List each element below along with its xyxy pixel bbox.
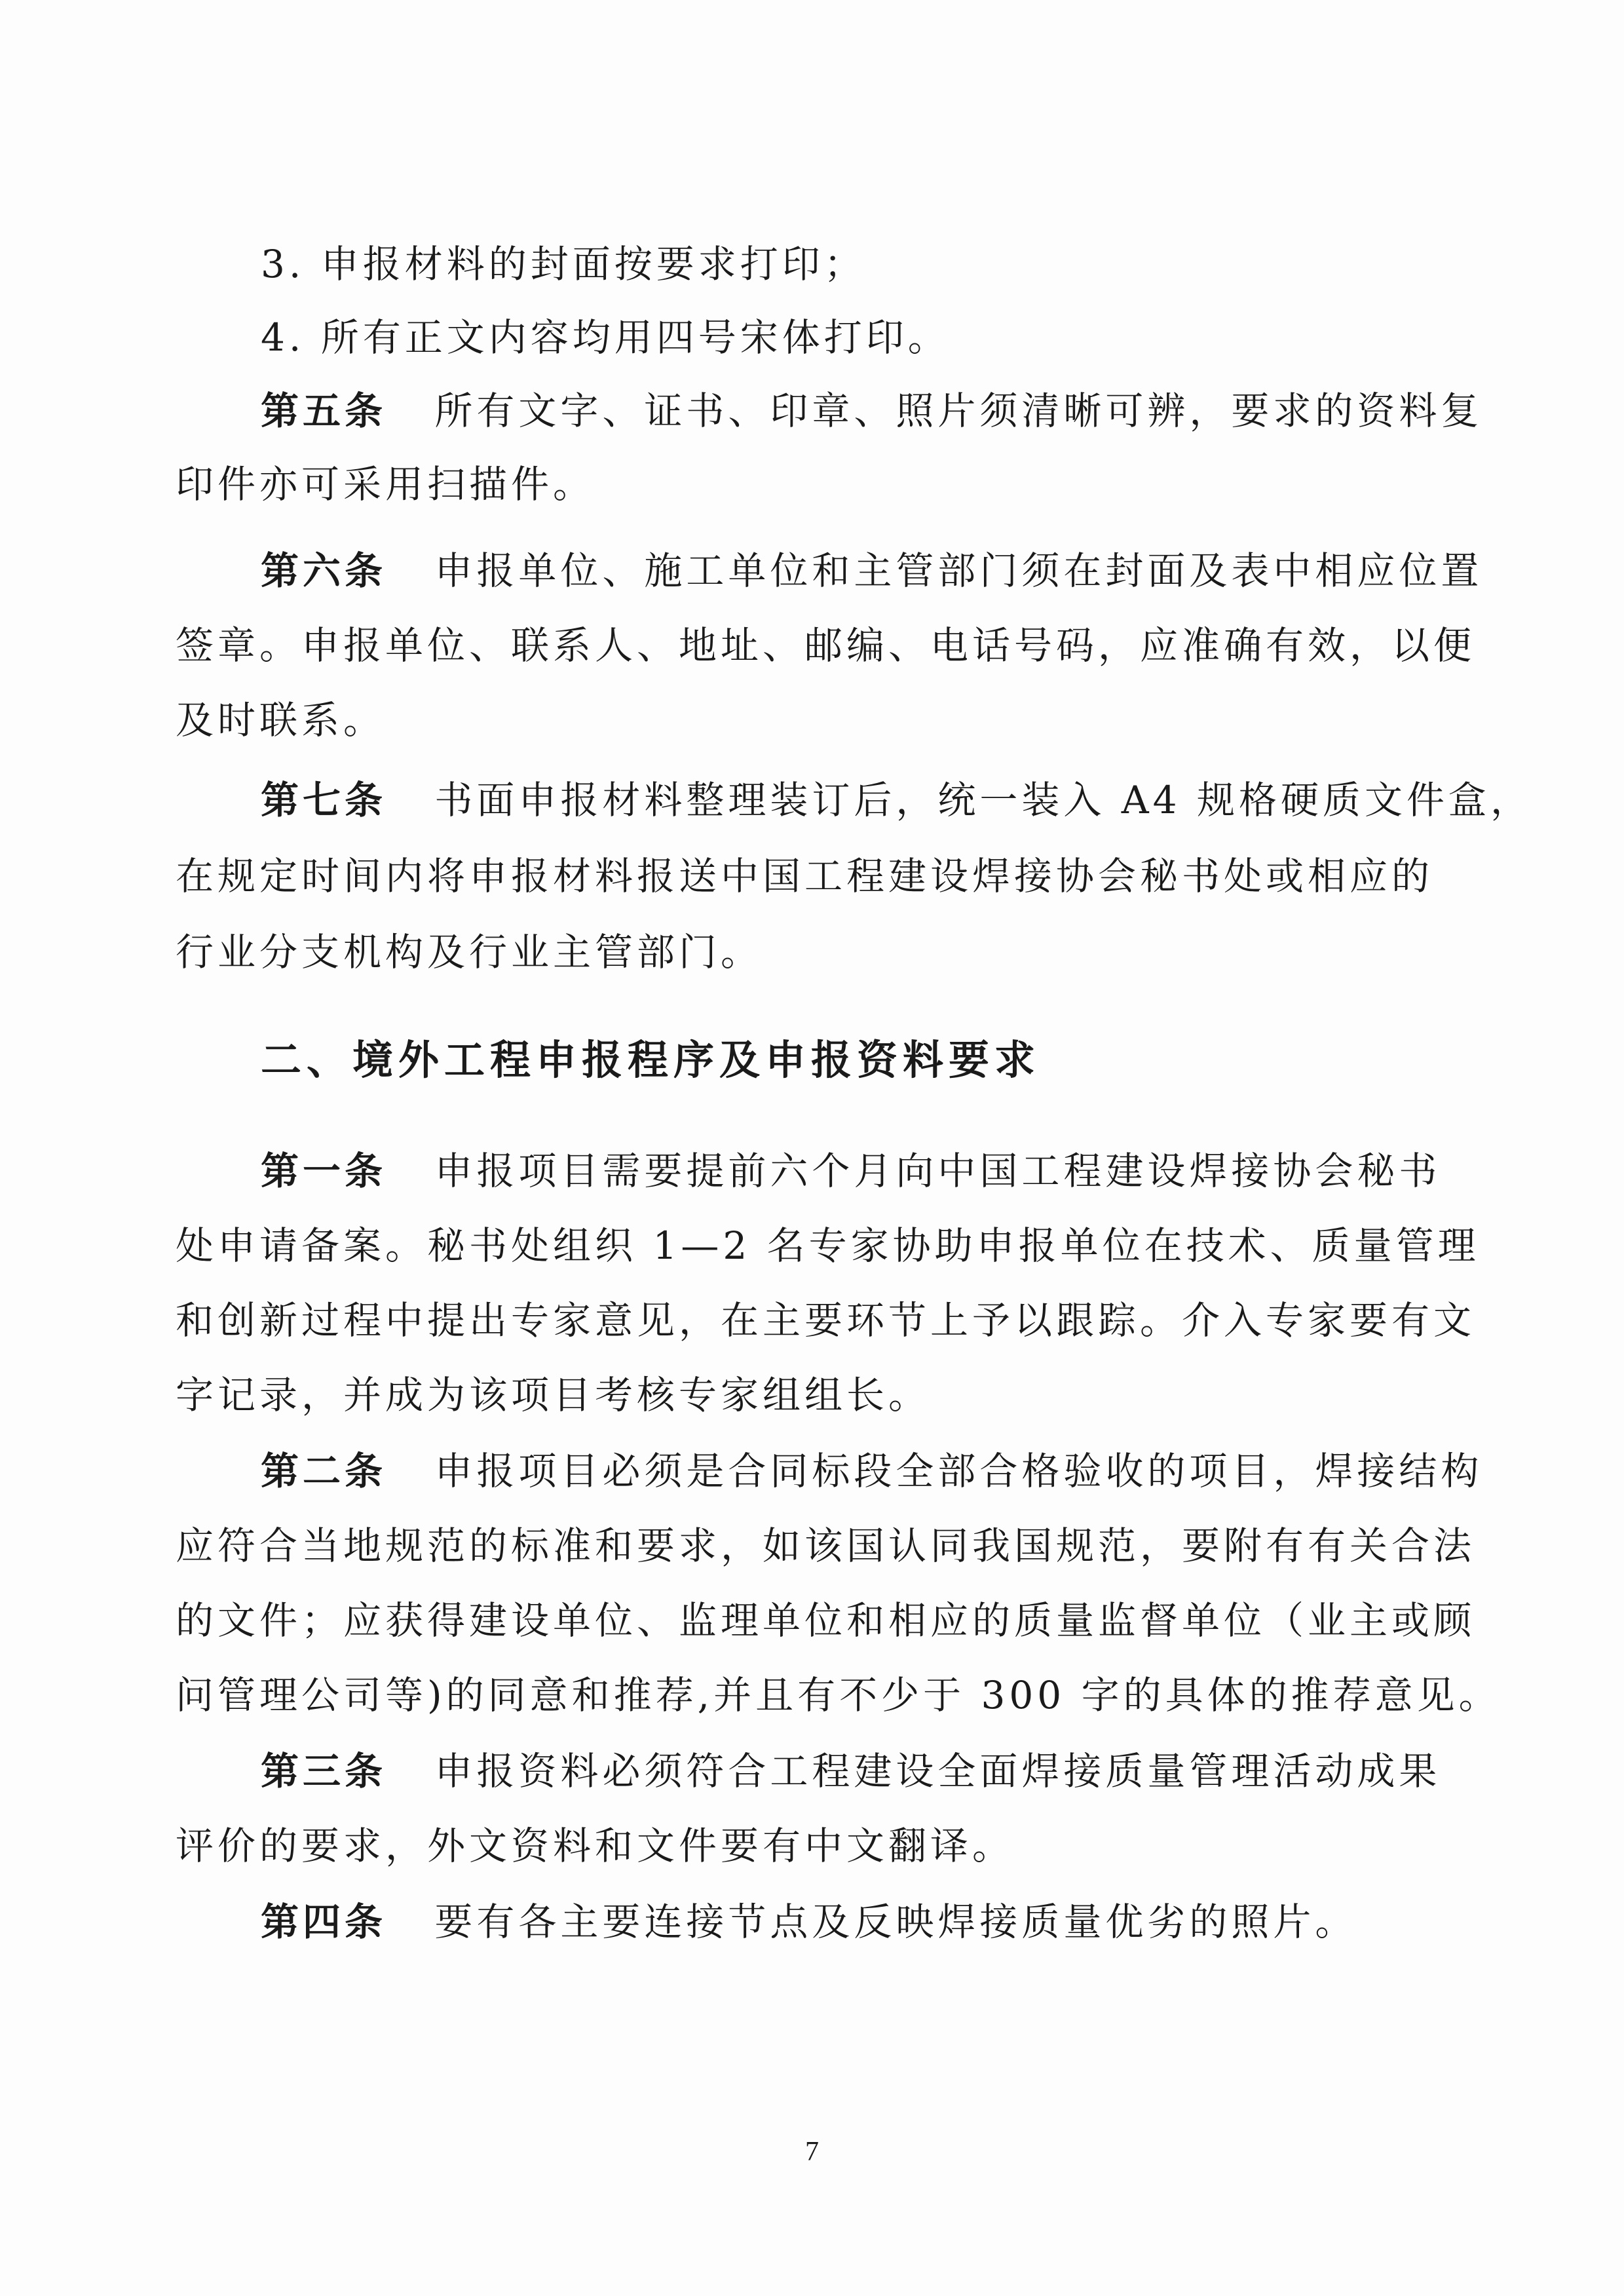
s2-article-2-text-2: 应符合当地规范的标准和要求，如该国认同我国规范，要附有有关合法 <box>176 1523 1476 1568</box>
s2-article-2-text-3: 的文件；应获得建设单位、监理单位和相应的质量监督单位（业主或顾 <box>176 1598 1476 1643</box>
article-7-text-3: 行业分支机构及行业主管部门。 <box>176 930 763 974</box>
article-7-text-2: 在规定时间内将申报材料报送中国工程建设焊接协会秘书处或相应的 <box>176 854 1434 898</box>
s2-article-2-text-4: 问管理公司等)的同意和推荐,并且有不少于 300 字的具体的推荐意见。 <box>176 1673 1501 1717</box>
s2-article-4-label: 第四条 <box>261 1900 387 1944</box>
s2-article-1-text-4: 字记录，并成为该项目考核专家组组长。 <box>176 1373 931 1417</box>
s2-article-1-text-3: 和创新过程中提出专家意见，在主要环节上予以跟踪。介入专家要有文 <box>176 1298 1476 1343</box>
article-6-text-2: 签章。申报单位、联系人、地址、邮编、电话号码，应准确有效，以便 <box>176 623 1476 668</box>
s2-article-3-label: 第三条 <box>261 1749 387 1793</box>
s2-article-4-text-1: 要有各主要连接节点及反映焊接质量优劣的照片。 <box>434 1900 1357 1944</box>
article-7-text-1: 书面申报材料整理装订后，统一装入 A4 规格硬质文件盒， <box>434 778 1532 822</box>
article-6-text-3: 及时联系。 <box>176 698 386 742</box>
article-5-text-2: 印件亦可采用扫描件。 <box>176 462 595 507</box>
page-number: 7 <box>805 2137 819 2167</box>
section-heading: 二、境外工程申报程序及申报资料要求 <box>261 1036 1041 1084</box>
s2-article-1-text-2: 处申请备案。秘书处组织 1—2 名专家协助申报单位在技术、质量管理 <box>176 1223 1480 1268</box>
s2-article-3-text-2: 评价的要求，外文资料和文件要有中文翻译。 <box>176 1824 1015 1868</box>
s2-article-2-text-1: 申报项目必须是合同标段全部合格验收的项目，焊接结构 <box>434 1449 1483 1493</box>
article-7-label: 第七条 <box>261 778 387 822</box>
article-6-text-1: 申报单位、施工单位和主管部门须在封面及表中相应位置 <box>434 548 1483 593</box>
list-item-3: 3. 申报材料的封面按要求打印； <box>261 242 866 286</box>
list-item-4: 4. 所有正文内容均用四号宋体打印。 <box>261 315 950 360</box>
s2-article-1-label: 第一条 <box>261 1149 387 1193</box>
s2-article-1-text-1: 申报项目需要提前六个月向中国工程建设焊接协会秘书 <box>434 1149 1441 1193</box>
article-5-text-1: 所有文字、证书、印章、照片须清晰可辨，要求的资料复 <box>434 389 1483 433</box>
s2-article-3-text-1: 申报资料必须符合工程建设全面焊接质量管理活动成果 <box>434 1749 1441 1793</box>
s2-article-2-label: 第二条 <box>261 1449 387 1493</box>
article-6-label: 第六条 <box>261 548 387 593</box>
article-5-label: 第五条 <box>261 389 387 433</box>
